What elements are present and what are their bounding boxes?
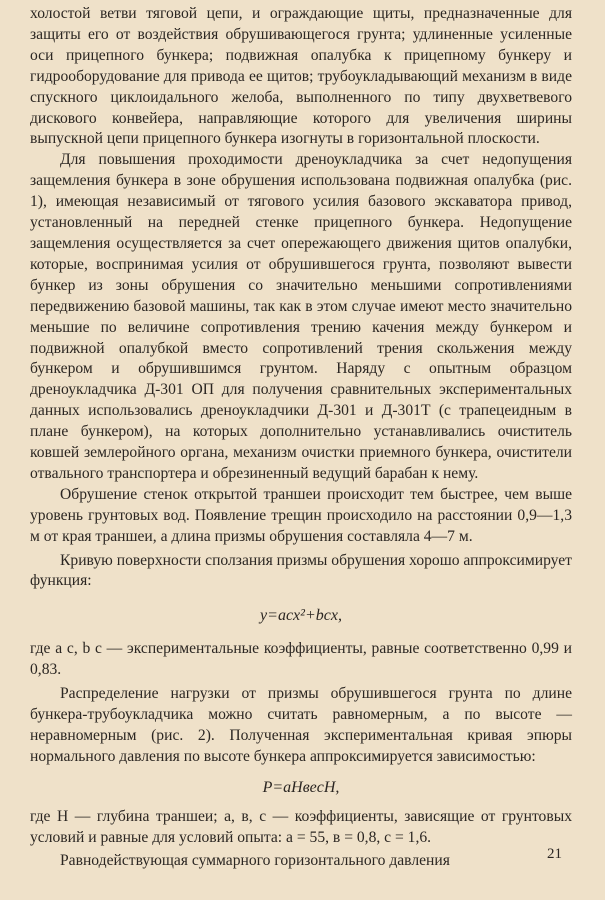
formula-pressure: P=aHвecH,	[262, 778, 340, 796]
page-number: 21	[547, 846, 562, 862]
paragraph-5: где a c, b c — экспериментальные коэффициенты, равные соответственно 0,99 и 0,83.	[30, 640, 572, 679]
paragraph-3: Обрушение стенок открытой траншеи происходит тем быстрее, чем выше уровень грунтовых вод. Появление трещин происходило на расстоянии 0,9—1,3 м от края траншеи, а длина призмы обрушения составляла 4—7 м.	[30, 485, 572, 545]
paragraph-2: Для повышения проходимости дреноукладчика за счет недопущения защемления бункера в зоне обрушения использована подвижная опалубка (рис. 1), имеющая независимый от тягового усилия базового экскаватора привод, установленный на передней стенке прицепного бункера. Недопущение защемления осуществляется за счет опережающего движения щитов опалубки, которые, воспринимая усилия от обрушившегося грунта, позволяют вывести бункер из зоны обрушения со значительно меньшими сопротивлениями передвижению базовой машины, так как в этом случае имеют место значительно меньшие по величине сопротивления трению качения между бункером и подвижной опалубкой вместо сопротивлений трения скольжения между бункером и обрушившимся грунтом. Наряду с опытным образцом дреноукладчика Д-301 ОП для получения сравнительных экспериментальных данных использовались дреноукладчики Д-301 и Д-301Т (с трапецеидным в плане бункером), на которых дополнительно устанавливались очиститель ковшей землеройного органа, механизм очистки приемного бункера, очистители отвального транспортера и обрезиненный ведущий барабан к нему.	[30, 151, 572, 482]
paragraph-7: где H — глубина траншеи; a, в, c — коэффициенты, зависящие от грунтовых условий и равные для условий опыта: a = 55, в = 0,8, c = 1,6.	[30, 807, 572, 846]
paragraph-6: Распределение нагрузки от призмы обрушившегося грунта по длине бункера-трубоукладчика можно считать равномерным, а по высоте — неравномерным (рис. 2). Полученная экспериментальная кривая эпюры нормального давления по высоте бункера аппроксимируется зависимостью:	[30, 685, 572, 765]
formula-curve: y=acx²+bcx,	[260, 607, 342, 625]
paragraph-4: Кривую поверхности сползания призмы обрушения хорошо аппроксимирует функция:	[30, 551, 572, 590]
paragraph-1: холостой ветви тяговой цепи, и ограждающие щиты, предназначенные для защиты его от воздействия обрушивающегося грунта; удлиненные усиленные оси прицепного бункера; подвижная опалубка к прицепному бункеру и гидрооборудование для привода ее щитов; трубоукладывающий механизм в виде спускного циклоидального желоба, выполненного по типу двухветвевого дискового конвейера, направляющие которого для увеличения ширины выпускной цепи прицепного бункера изогнуты в горизонтальной плоскости.	[30, 5, 572, 148]
paragraph-8: Равнодействующая суммарного горизонтального давления	[60, 852, 450, 870]
body-text	[30, 4, 572, 872]
